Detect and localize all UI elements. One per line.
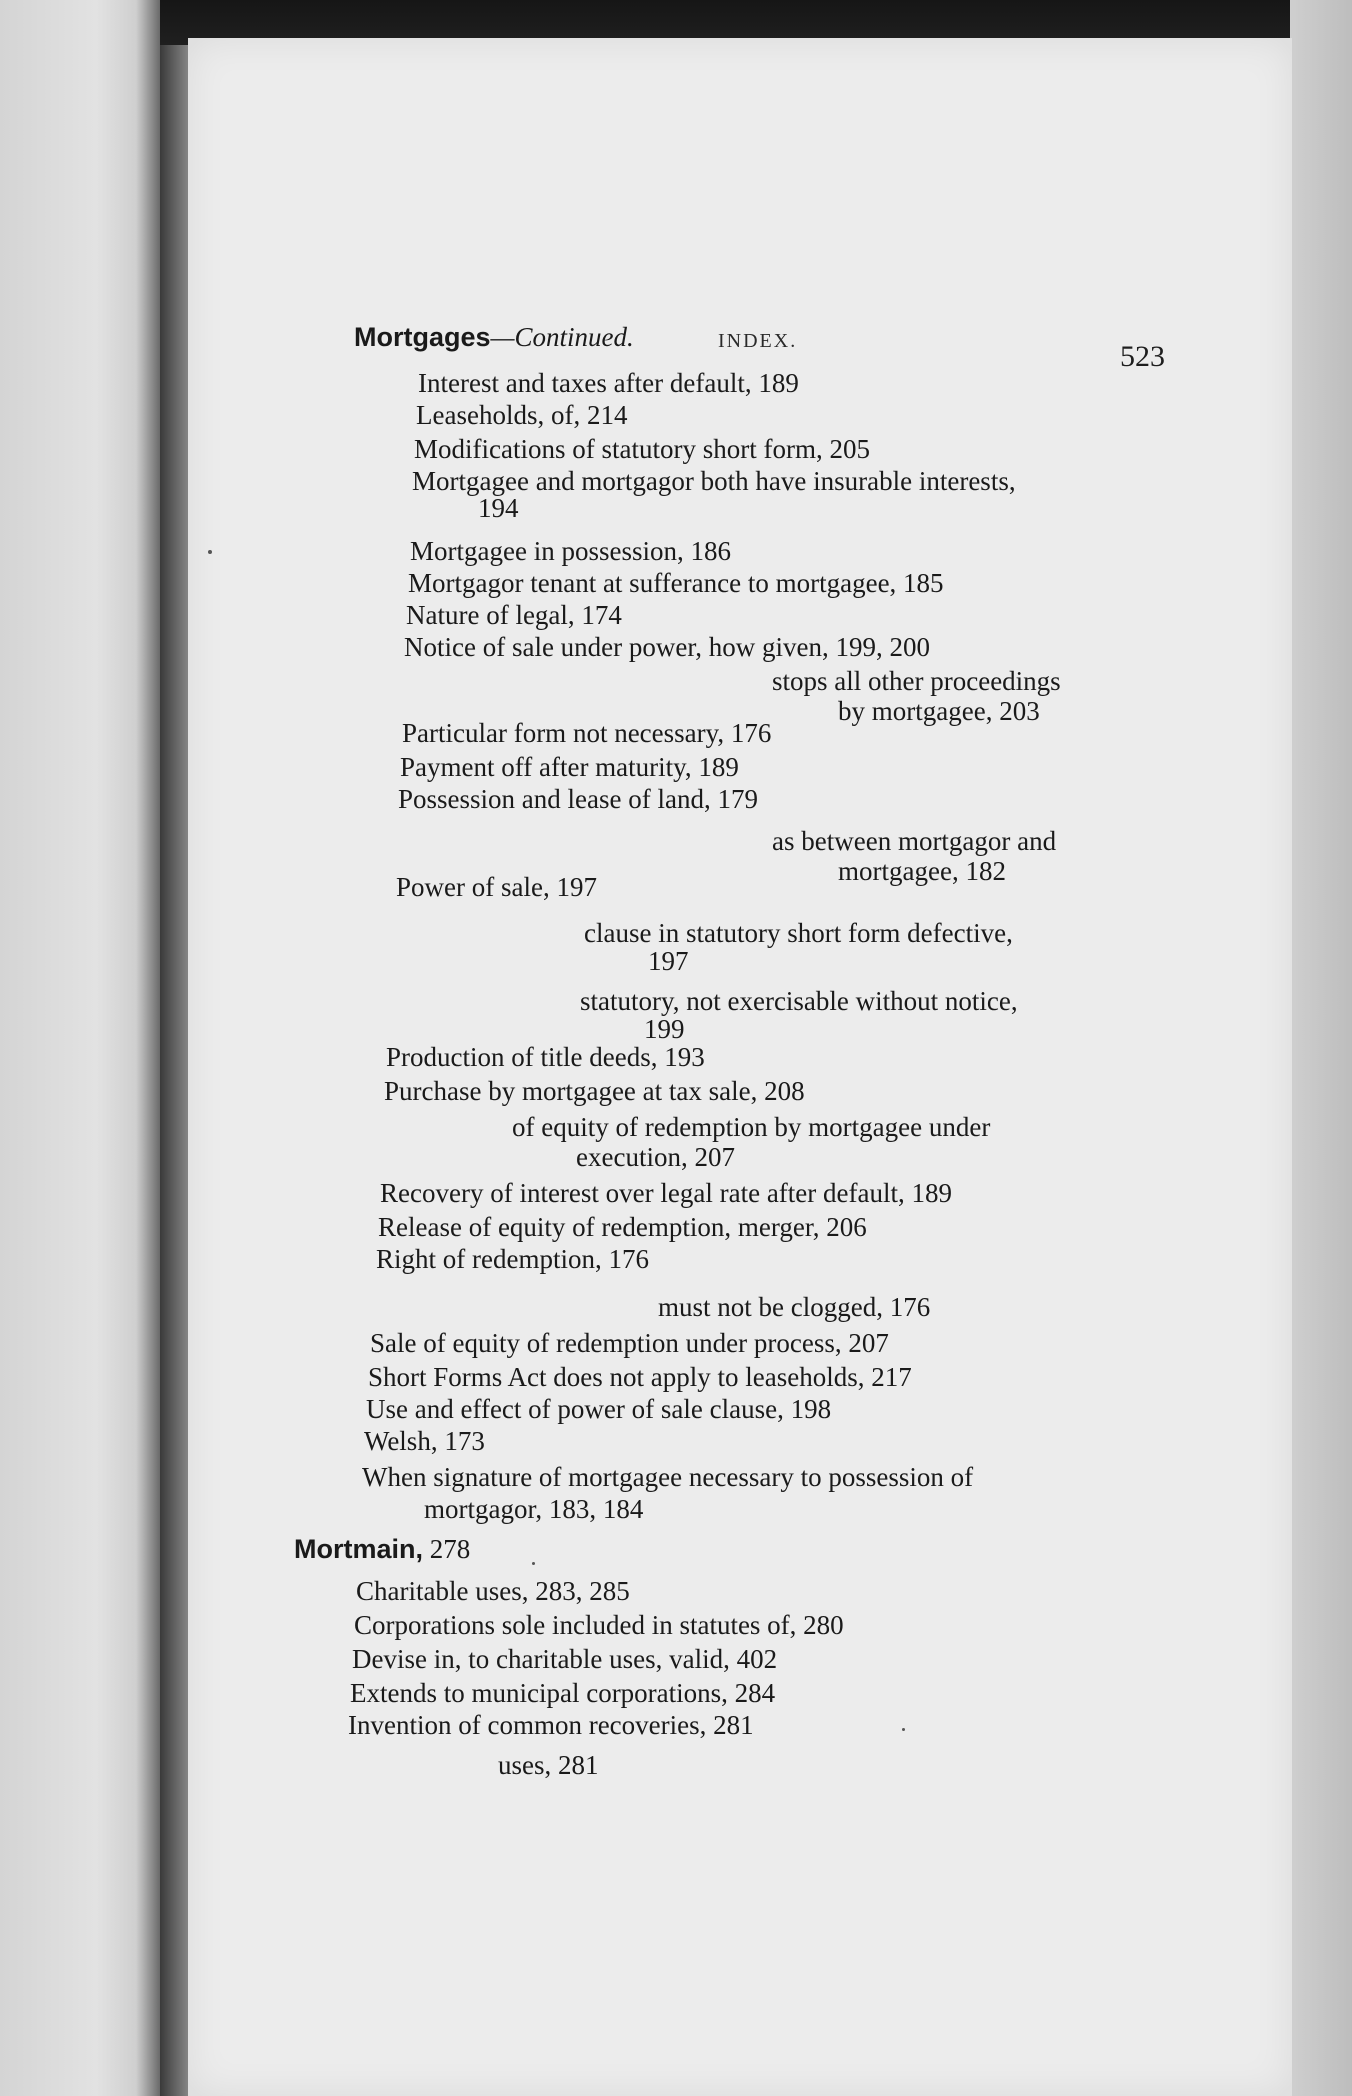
page-edge-shadow xyxy=(160,45,190,2096)
index-entry: When signature of mortgagee necessary to possession of xyxy=(362,1462,974,1492)
index-entry: Power of sale, 197 xyxy=(396,872,597,902)
index-entry: Leaseholds, of, 214 xyxy=(416,400,628,430)
index-subentry: must not be clogged, 176 xyxy=(658,1292,931,1322)
index-entry: Recovery of interest over legal rate after default, 189 xyxy=(380,1178,952,1208)
continued-label: —Continued. xyxy=(490,322,634,352)
index-entry: Mortgagee and mortgagor both have insurable interests, xyxy=(412,466,1016,496)
index-entry: Mortgagor tenant at sufferance to mortgagee, 185 xyxy=(408,568,944,598)
index-heading-mortgages xyxy=(354,322,634,352)
index-entry-continuation: mortgagee, 182 xyxy=(838,856,1006,886)
index-entry: Welsh, 173 xyxy=(364,1426,485,1456)
index-entries xyxy=(188,38,1292,2096)
index-entry: Release of equity of redemption, merger, 206 xyxy=(378,1212,867,1242)
scan-speck xyxy=(532,1562,535,1565)
book-page xyxy=(188,38,1292,2096)
index-subentry: as between mortgagor and xyxy=(772,826,1057,856)
index-entry-continuation: 194 xyxy=(478,493,519,523)
index-subentry: stops all other proceedings xyxy=(772,666,1061,696)
facing-page-edge xyxy=(0,0,160,2096)
index-entry: Invention of common recoveries, 281 xyxy=(348,1710,754,1740)
index-entry: Charitable uses, 283, 285 xyxy=(356,1576,630,1606)
index-entry: Corporations sole included in statutes of, 280 xyxy=(354,1610,844,1640)
index-entry: Notice of sale under power, how given, 199, 200 xyxy=(404,632,931,662)
index-entry: Short Forms Act does not apply to leaseholds, 217 xyxy=(368,1362,912,1392)
heading-page-ref: 278 xyxy=(429,1534,471,1564)
index-entry: Possession and lease of land, 179 xyxy=(398,784,758,814)
index-subentry: uses, 281 xyxy=(498,1750,599,1780)
index-entry-continuation: execution, 207 xyxy=(576,1142,735,1172)
index-entry: Modifications of statutory short form, 205 xyxy=(414,434,870,464)
index-heading-mortmain xyxy=(294,1534,470,1564)
index-entry: Extends to municipal corporations, 284 xyxy=(350,1678,776,1708)
index-subentry: statutory, not exercisable without notice, xyxy=(580,986,1018,1016)
index-entry-continuation: by mortgagee, 203 xyxy=(838,696,1040,726)
index-entry: Purchase by mortgagee at tax sale, 208 xyxy=(384,1076,805,1106)
index-subentry: clause in statutory short form defective, xyxy=(584,918,1013,948)
index-entry: Production of title deeds, 193 xyxy=(386,1042,705,1072)
index-entry-continuation: mortgagor, 183, 184 xyxy=(424,1494,644,1524)
index-entry: Payment off after maturity, 189 xyxy=(400,752,739,782)
scan-background-right xyxy=(1290,0,1352,2096)
running-head: INDEX. xyxy=(718,330,798,352)
page-number: 523 xyxy=(1120,340,1165,373)
index-entry-continuation: 199 xyxy=(644,1014,685,1044)
heading-label: Mortgages xyxy=(354,322,491,352)
index-subentry: of equity of redemption by mortgagee under xyxy=(512,1112,991,1142)
index-entry: Particular form not necessary, 176 xyxy=(402,718,772,748)
index-entry: Nature of legal, 174 xyxy=(406,600,622,630)
index-entry: Interest and taxes after default, 189 xyxy=(418,368,799,398)
index-entry: Right of redemption, 176 xyxy=(376,1244,649,1274)
index-entry: Sale of equity of redemption under process, 207 xyxy=(370,1328,889,1358)
index-entry: Use and effect of power of sale clause, 198 xyxy=(366,1394,832,1424)
index-entry: Devise in, to charitable uses, valid, 402 xyxy=(352,1644,778,1674)
scan-speck xyxy=(208,550,212,554)
index-entry-continuation: 197 xyxy=(648,946,689,976)
index-entry: Mortgagee in possession, 186 xyxy=(410,536,731,566)
heading-label: Mortmain, xyxy=(294,1534,424,1564)
scan-speck xyxy=(902,1728,905,1731)
